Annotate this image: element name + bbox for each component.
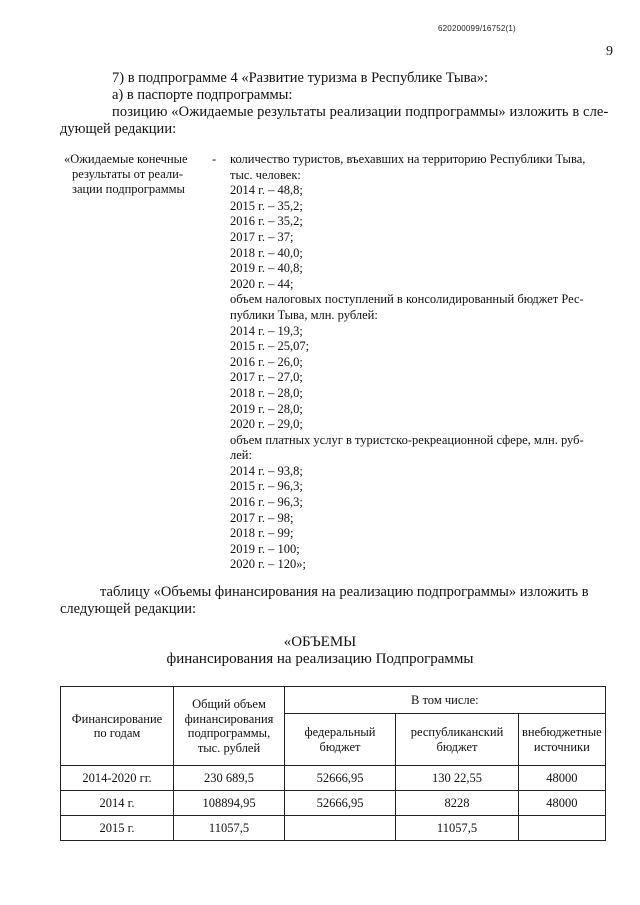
intro-line-3: позицию «Ожидаемые результаты реализации подпрограммы» изложить в сле- <box>112 104 609 120</box>
intro-line-4: дующей редакции: <box>60 121 177 137</box>
cell-federal: 52666,95 <box>285 791 396 816</box>
result-line: 2020 г. – 44; <box>230 276 294 291</box>
cell-total: 230 689,5 <box>174 766 285 791</box>
result-line: 2015 г. – 35,2; <box>230 198 303 213</box>
header-republic-budget: республиканский бюджет <box>396 714 519 766</box>
result-line: объем платных услуг в туристско-рекреационной сфере, млн. руб- <box>230 432 584 447</box>
intro-line-2: а) в паспорте подпрограммы: <box>112 87 293 103</box>
table-row <box>61 766 606 791</box>
result-line: 2015 г. – 25,07; <box>230 339 310 354</box>
document-id: 620200099/16752(1) <box>438 24 516 33</box>
table-intro-line-1: таблицу «Объемы финансирования на реализацию подпрограммы» изложить в <box>100 584 589 600</box>
cell-republic: 11057,5 <box>396 816 519 841</box>
header-including: В том числе: <box>285 687 606 714</box>
table-intro-line-2: следующей редакции: <box>60 601 197 617</box>
header-total-volume: Общий объем финансирования подпрограммы, тыс. рублей <box>174 687 285 766</box>
header-federal-budget: федеральный бюджет <box>285 714 396 766</box>
page-number: 9 <box>606 44 613 59</box>
table-row <box>61 816 606 841</box>
cell-republic: 8228 <box>396 791 519 816</box>
cell-total: 108894,95 <box>174 791 285 816</box>
cell-federal <box>285 816 396 841</box>
cell-period: 2014 г. <box>61 791 174 816</box>
header-financing-by-year: Финансирование по годам <box>61 687 174 766</box>
position-label-line: зации подпрограммы <box>72 182 185 196</box>
result-line: 2019 г. – 40,8; <box>230 261 303 276</box>
position-results <box>230 152 598 573</box>
result-line: 2016 г. – 26,0; <box>230 354 303 369</box>
result-line: 2020 г. – 120»; <box>230 557 306 572</box>
result-line: публики Тыва, млн. рублей: <box>230 307 378 322</box>
position-dash: - <box>212 152 217 166</box>
result-line: 2018 г. – 28,0; <box>230 385 303 400</box>
result-line: 2014 г. – 93,8; <box>230 463 303 478</box>
result-line: тыс. человек: <box>230 167 301 182</box>
result-line: 2014 г. – 19,3; <box>230 323 303 338</box>
result-line: количество туристов, въехавших на территорию Республики Тыва, <box>230 152 586 166</box>
position-label <box>64 152 204 197</box>
cell-extra: 48000 <box>519 791 606 816</box>
position-label-line: «Ожидаемые конечные <box>64 152 188 166</box>
cell-period: 2014-2020 гг. <box>61 766 174 791</box>
result-line: лей: <box>230 448 252 463</box>
result-line: 2020 г. – 29,0; <box>230 417 303 432</box>
cell-period: 2015 г. <box>61 816 174 841</box>
result-line: 2018 г. – 99; <box>230 526 294 541</box>
cell-republic: 130 22,55 <box>396 766 519 791</box>
result-line: 2016 г. – 96,3; <box>230 495 303 510</box>
result-line: 2014 г. – 48,8; <box>230 183 303 198</box>
result-line: 2019 г. – 100; <box>230 541 300 556</box>
result-line: 2017 г. – 37; <box>230 229 294 244</box>
result-line: 2018 г. – 40,0; <box>230 245 303 260</box>
table-row <box>61 791 606 816</box>
intro-line-1: 7) в подпрограмме 4 «Развитие туризма в Республике Тыва»: <box>112 70 489 86</box>
header-extrabudgetary: внебюджетные источники <box>519 714 606 766</box>
cell-total: 11057,5 <box>174 816 285 841</box>
result-line: 2017 г. – 98; <box>230 510 294 525</box>
cell-extra: 48000 <box>519 766 606 791</box>
cell-extra <box>519 816 606 841</box>
table-title-line-2: финансирования на реализацию Подпрограммы <box>166 651 474 667</box>
table-title-line-1: «ОБЪЕМЫ <box>283 634 357 650</box>
result-line: 2019 г. – 28,0; <box>230 401 303 416</box>
position-label-line: результаты от реали- <box>72 167 183 181</box>
result-line: объем налоговых поступлений в консолидированный бюджет Рес- <box>230 292 584 307</box>
result-line: 2015 г. – 96,3; <box>230 479 303 494</box>
cell-federal: 52666,95 <box>285 766 396 791</box>
financing-table <box>60 686 606 841</box>
result-line: 2017 г. – 27,0; <box>230 370 303 385</box>
result-line: 2016 г. – 35,2; <box>230 214 303 229</box>
